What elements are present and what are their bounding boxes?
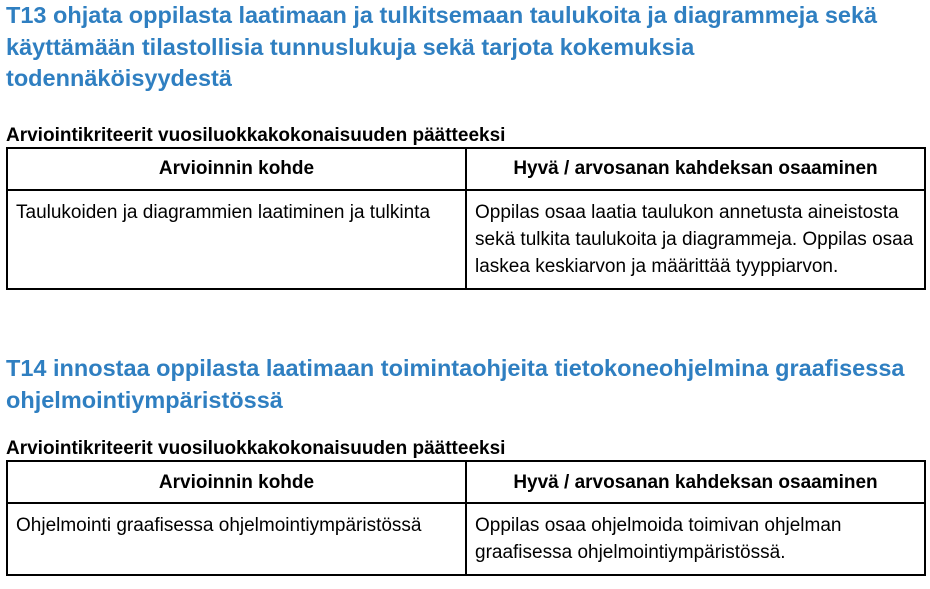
- assessment-target-cell: Taulukoiden ja diagrammien laatiminen ja tulkinta: [7, 190, 466, 289]
- criteria-table: [6, 147, 926, 290]
- grade-criteria-cell: Oppilas osaa ohjelmoida toimivan ohjelman graafisessa ohjelmointiympäristössä.: [466, 503, 925, 575]
- column-header-grade: Hyvä / arvosanan kahdeksan osaaminen: [466, 461, 925, 503]
- table-row: [7, 503, 925, 575]
- table-header-row: [7, 461, 925, 503]
- spacer: [6, 416, 924, 438]
- criteria-table: [6, 460, 926, 576]
- column-header-grade: Hyvä / arvosanan kahdeksan osaaminen: [466, 148, 925, 190]
- section-heading: T13 ohjata oppilasta laatimaan ja tulkitsemaan taulukoita ja diagrammeja sekä käyttämään tilastollisia tunnuslukuja sekä tarjota kokemuksia todennäköisyydestä: [6, 2, 878, 91]
- section-t13: [6, 0, 924, 290]
- spacer: [6, 95, 924, 125]
- assessment-target-cell: Ohjelmointi graafisessa ohjelmointiympäristössä: [7, 503, 466, 575]
- section-t14: [6, 353, 924, 576]
- table-caption: Arviointikriteerit vuosiluokkakokonaisuuden päätteeksi: [6, 438, 506, 459]
- table-row: [7, 190, 925, 289]
- grade-criteria-cell: Oppilas osaa laatia taulukon annetusta aineistosta sekä tulkita taulukoita ja diagrammeja. Oppilas osaa laskea keskiarvon ja määrittää tyyppiarvon.: [466, 190, 925, 289]
- table-header-row: [7, 148, 925, 190]
- section-heading: T14 innostaa oppilasta laatimaan toimintaohjeita tietokoneohjelmina graafisessa ohjelmointiympäristössä: [6, 355, 905, 413]
- table-caption: Arviointikriteerit vuosiluokkakokonaisuuden päätteeksi: [6, 124, 506, 146]
- column-header-target: Arvioinnin kohde: [7, 148, 466, 190]
- column-header-target: Arvioinnin kohde: [7, 461, 466, 503]
